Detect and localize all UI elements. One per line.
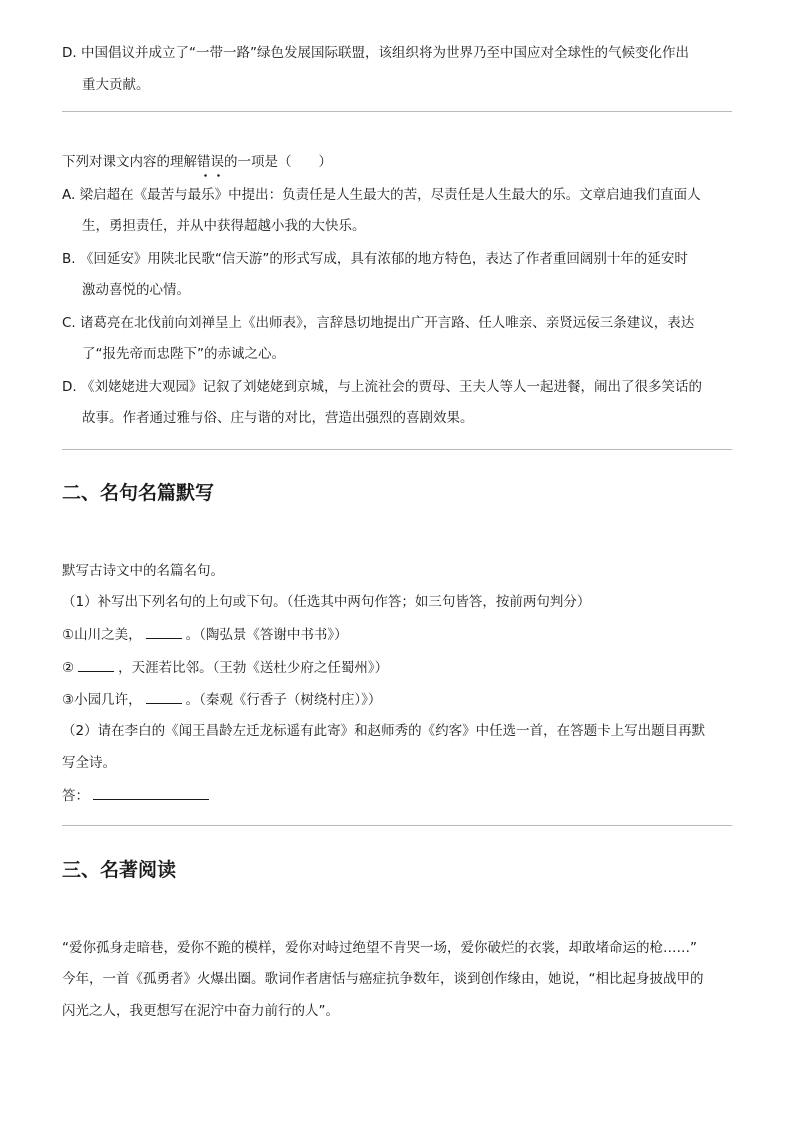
section-title: 二、名句名篇默写 (62, 482, 215, 504)
fill-blank[interactable] (146, 624, 182, 639)
fill-item-3-after: 。（秦观《行香子（树绕村庄）》） (185, 692, 382, 708)
passage-line: 闪光之人，我更想写在泥泞中奋力前行的人”。 (62, 1003, 339, 1019)
question-stem (62, 152, 332, 172)
answer-row (62, 785, 209, 806)
option-b-text-continued: 激动喜悦的心情。 (82, 282, 190, 298)
option-d-text: D. 中国倡议并成立了“一带一路”绿色发展国际联盟，该组织将为世界乃至中国应对全球性的气候变化作出 (62, 45, 689, 61)
sub-question-1: （1）补写出下列名句的上句或下句。（任选其中两句作答；如三句皆答，按前两句判分） (62, 594, 591, 610)
question-stem-after: 的一项是（ ） (224, 154, 332, 170)
fill-item-2-before: ② (62, 660, 75, 676)
divider (62, 111, 732, 112)
fill-item-2-after: ，天涯若比邻。（王勃《送杜少府之任蜀州》） (118, 660, 389, 676)
divider (62, 825, 732, 826)
option-a-text-continued: 生，勇担责任，并从中获得超越小我的大快乐。 (82, 218, 366, 234)
fill-item-3-before: ③小园几许， (62, 692, 142, 708)
fill-item-1-before: ①山川之美， (62, 627, 142, 643)
option-c-text-continued: 了“报先帝而忠陛下”的赤诚之心。 (82, 346, 285, 362)
passage-line: 今年，一首《孤勇者》火爆出圈。歌词作者唐恬与癌症抗争数年，谈到创作缘由，她说，“相比起身披战甲的 (62, 971, 704, 987)
fill-item-1 (62, 624, 348, 645)
option-c-text: C. 诸葛亮在北伐前向刘禅呈上《出师表》，言辞恳切地提出广开言路、任人唯亲、亲贤远佞三条建议，表达 (62, 315, 695, 331)
fill-item-1-after: 。（陶弘景《答谢中书书》） (185, 627, 348, 643)
answer-label: 答： (62, 788, 89, 804)
fill-blank[interactable] (78, 657, 114, 672)
answer-blank[interactable] (93, 785, 209, 800)
fill-item-3 (62, 689, 381, 710)
option-d-text-continued: 故事。作者通过雅与俗、庄与谐的对比，营造出强烈的喜剧效果。 (82, 410, 474, 426)
fill-blank[interactable] (146, 689, 182, 704)
fill-item-2 (62, 657, 388, 678)
question-stem-before: 下列对课文内容的理解 (62, 154, 197, 170)
option-b-text: B. 《回延安》用陕北民歌“信天游”的形式写成，具有浓郁的地方特色，表达了作者重回阔别十年的延安时 (62, 251, 688, 267)
section-title: 三、名著阅读 (62, 859, 177, 881)
option-a-text: A. 梁启超在《最苦与最乐》中提出：负责任是人生最大的苦，尽责任是人生最大的乐。文章启迪我们直面人 (62, 187, 701, 203)
option-d-text: D. 《刘姥姥进大观园》记叙了刘姥姥到京城，与上流社会的贾母、王夫人等人一起进餐，闹出了很多笑话的 (62, 379, 702, 395)
sub-question-2-continued: 写全诗。 (62, 755, 116, 771)
section-intro: 默写古诗文中的名篇名句。 (62, 563, 224, 579)
option-d-text-continued: 重大贡献。 (82, 77, 150, 93)
sub-question-2: （2）请在李白的《闻王昌龄左迁龙标遥有此寄》和赵师秀的《约客》中任选一首，在答题卡上写出题目再默 (62, 723, 706, 739)
passage-line: “爱你孤身走暗巷，爱你不跪的模样，爱你对峙过绝望不肯哭一场，爱你破烂的衣裳，却敢堵命运的枪……” (62, 940, 697, 956)
emphasis-dotted-text: 错误 (197, 154, 224, 170)
divider (62, 449, 732, 450)
